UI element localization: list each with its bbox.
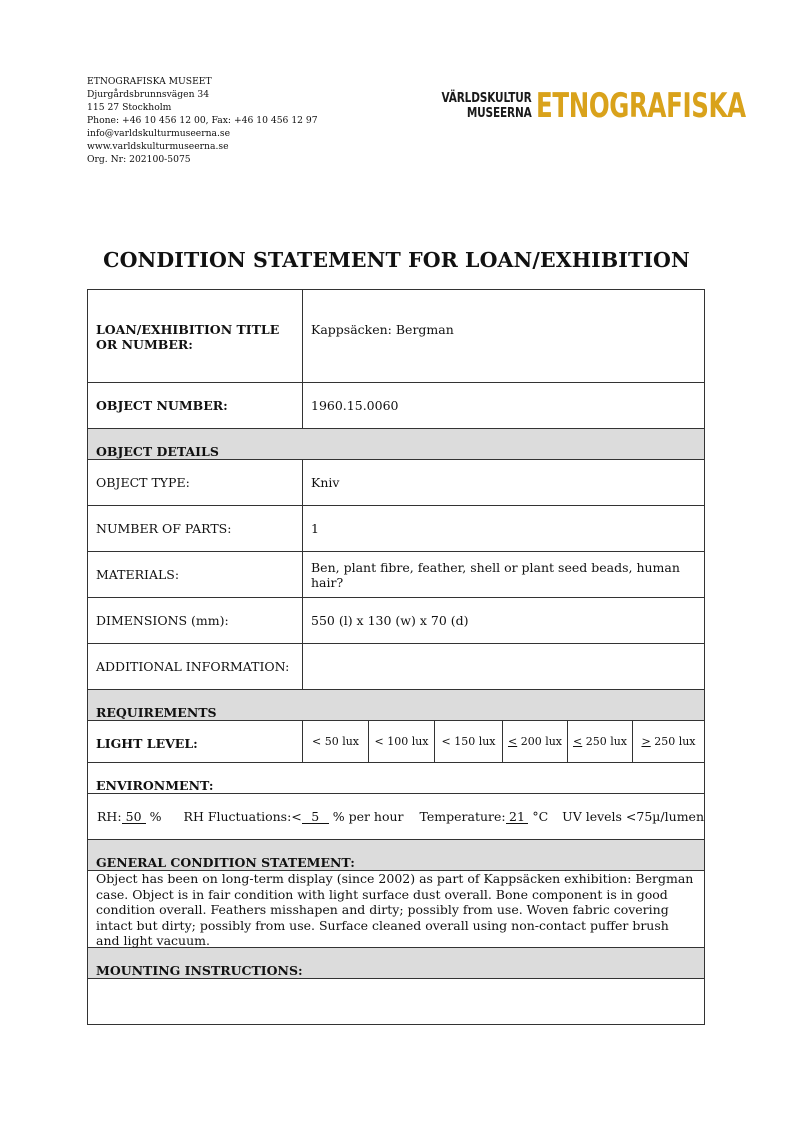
rh-fluctuations-label: RH Fluctuations:< bbox=[183, 809, 302, 824]
light-option-cell bbox=[503, 721, 568, 762]
condition-form bbox=[87, 289, 705, 1025]
parts-value: 1 bbox=[311, 521, 319, 536]
phone-fax: Phone: +46 10 456 12 00, Fax: +46 10 456 12 97 bbox=[87, 115, 318, 126]
logo-line-2: MUSEERNA bbox=[466, 105, 532, 121]
website: www.varldskulturmuseerna.se bbox=[87, 141, 229, 152]
dimensions-value: 550 (l) x 130 (w) x 70 (d) bbox=[311, 613, 469, 628]
light-option-value: 200 lux bbox=[520, 735, 563, 748]
materials-label: MATERIALS: bbox=[88, 552, 303, 597]
museum-name: ETNOGRAFISKA MUSEET bbox=[87, 76, 212, 87]
object-number-value: 1960.15.0060 bbox=[311, 398, 399, 413]
dimensions-label: DIMENSIONS (mm): bbox=[88, 598, 303, 643]
dimensions-row bbox=[88, 597, 704, 643]
postal-address: 115 27 Stockholm bbox=[87, 102, 172, 113]
general-condition-row bbox=[88, 870, 704, 947]
logo-wordmark-left bbox=[441, 91, 531, 121]
temperature-unit: °C bbox=[532, 809, 549, 824]
light-option-prefix: > bbox=[641, 735, 651, 748]
requirements-heading: REQUIREMENTS bbox=[88, 689, 704, 720]
light-option-cell bbox=[568, 721, 633, 762]
object-number-label: OBJECT NUMBER: bbox=[88, 383, 303, 428]
light-level-options bbox=[303, 721, 704, 762]
object-type-row bbox=[88, 459, 704, 505]
object-type-value: Kniv bbox=[311, 475, 340, 490]
additional-info-value bbox=[303, 644, 704, 689]
street-address: Djurgårdsbrunnsvägen 34 bbox=[87, 89, 210, 100]
page-title: CONDITION STATEMENT FOR LOAN/EXHIBITION bbox=[103, 248, 690, 272]
loan-label: LOAN/EXHIBITION TITLE OR NUMBER: bbox=[88, 290, 303, 382]
light-option-cell bbox=[303, 721, 369, 762]
light-option-cell bbox=[435, 721, 503, 762]
parts-label: NUMBER OF PARTS: bbox=[88, 506, 303, 551]
light-option-value: 100 lux bbox=[387, 735, 429, 748]
light-option-value: 250 lux bbox=[654, 735, 696, 748]
loan-row bbox=[88, 290, 704, 382]
mounting-row bbox=[88, 978, 704, 1024]
light-option-prefix: < bbox=[311, 735, 322, 748]
light-option-cell bbox=[633, 721, 704, 762]
light-level-row bbox=[88, 720, 704, 762]
parts-row bbox=[88, 505, 704, 551]
additional-info-label: ADDITIONAL INFORMATION: bbox=[88, 644, 303, 689]
temperature-label: Temperature: bbox=[419, 809, 506, 824]
additional-info-row bbox=[88, 643, 704, 689]
mounting-heading: MOUNTING INSTRUCTIONS: bbox=[88, 947, 704, 978]
object-details-heading: OBJECT DETAILS bbox=[88, 428, 704, 459]
museum-logo bbox=[416, 86, 793, 126]
materials-value: Ben, plant fibre, feather, shell or plant seed beads, human hair? bbox=[311, 559, 680, 590]
loan-value: Kappsäcken: Bergman bbox=[311, 322, 454, 337]
light-option-prefix: < bbox=[374, 735, 384, 748]
address-block bbox=[87, 75, 318, 166]
temperature-value: 21 bbox=[506, 810, 529, 824]
light-level-label: LIGHT LEVEL: bbox=[88, 721, 303, 762]
environment-row bbox=[88, 793, 704, 839]
light-option-cell bbox=[369, 721, 435, 762]
light-option-value: 150 lux bbox=[454, 735, 496, 748]
rh-fluctuations-unit: % per hour bbox=[332, 809, 404, 824]
light-option-value: 250 lux bbox=[585, 735, 628, 748]
materials-row bbox=[88, 551, 704, 597]
environment-heading: ENVIRONMENT: bbox=[88, 762, 704, 793]
logo-brand: ETNOGRAFISKA bbox=[535, 86, 746, 126]
object-type-label: OBJECT TYPE: bbox=[88, 460, 303, 505]
general-condition-heading: GENERAL CONDITION STATEMENT: bbox=[88, 839, 704, 870]
email-address: info@varldskulturmuseerna.se bbox=[87, 128, 231, 139]
rh-fluctuations-value: 5 bbox=[302, 810, 329, 824]
uv-levels: UV levels <75µ/lumen bbox=[562, 809, 704, 824]
mounting-value bbox=[88, 979, 704, 1024]
general-condition-text: Object has been on long-term display (since 2002) as part of Kappsäcken exhibition: Bergman case. Object is in fair condition with light surface dust overall. Bone component is in good condition overall. Feathers misshapen and dirty; possibly from use. Woven fabric covering intact but dirty; possibly from use. Surface cleaned overall using non-contact puffer brush and light vacuum. bbox=[96, 871, 694, 948]
logo-line-1: VÄRLDSKULTUR bbox=[441, 90, 532, 106]
light-option-value: 50 lux bbox=[324, 735, 360, 748]
object-number-row bbox=[88, 382, 704, 428]
rh-value: 50 bbox=[122, 810, 146, 824]
light-option-prefix: < bbox=[507, 735, 518, 748]
rh-label: RH: bbox=[97, 809, 122, 824]
light-option-prefix: < bbox=[572, 735, 583, 748]
rh-unit: % bbox=[149, 809, 162, 824]
light-option-prefix: < bbox=[441, 735, 451, 748]
org-number: Org. Nr: 202100-5075 bbox=[87, 154, 191, 165]
